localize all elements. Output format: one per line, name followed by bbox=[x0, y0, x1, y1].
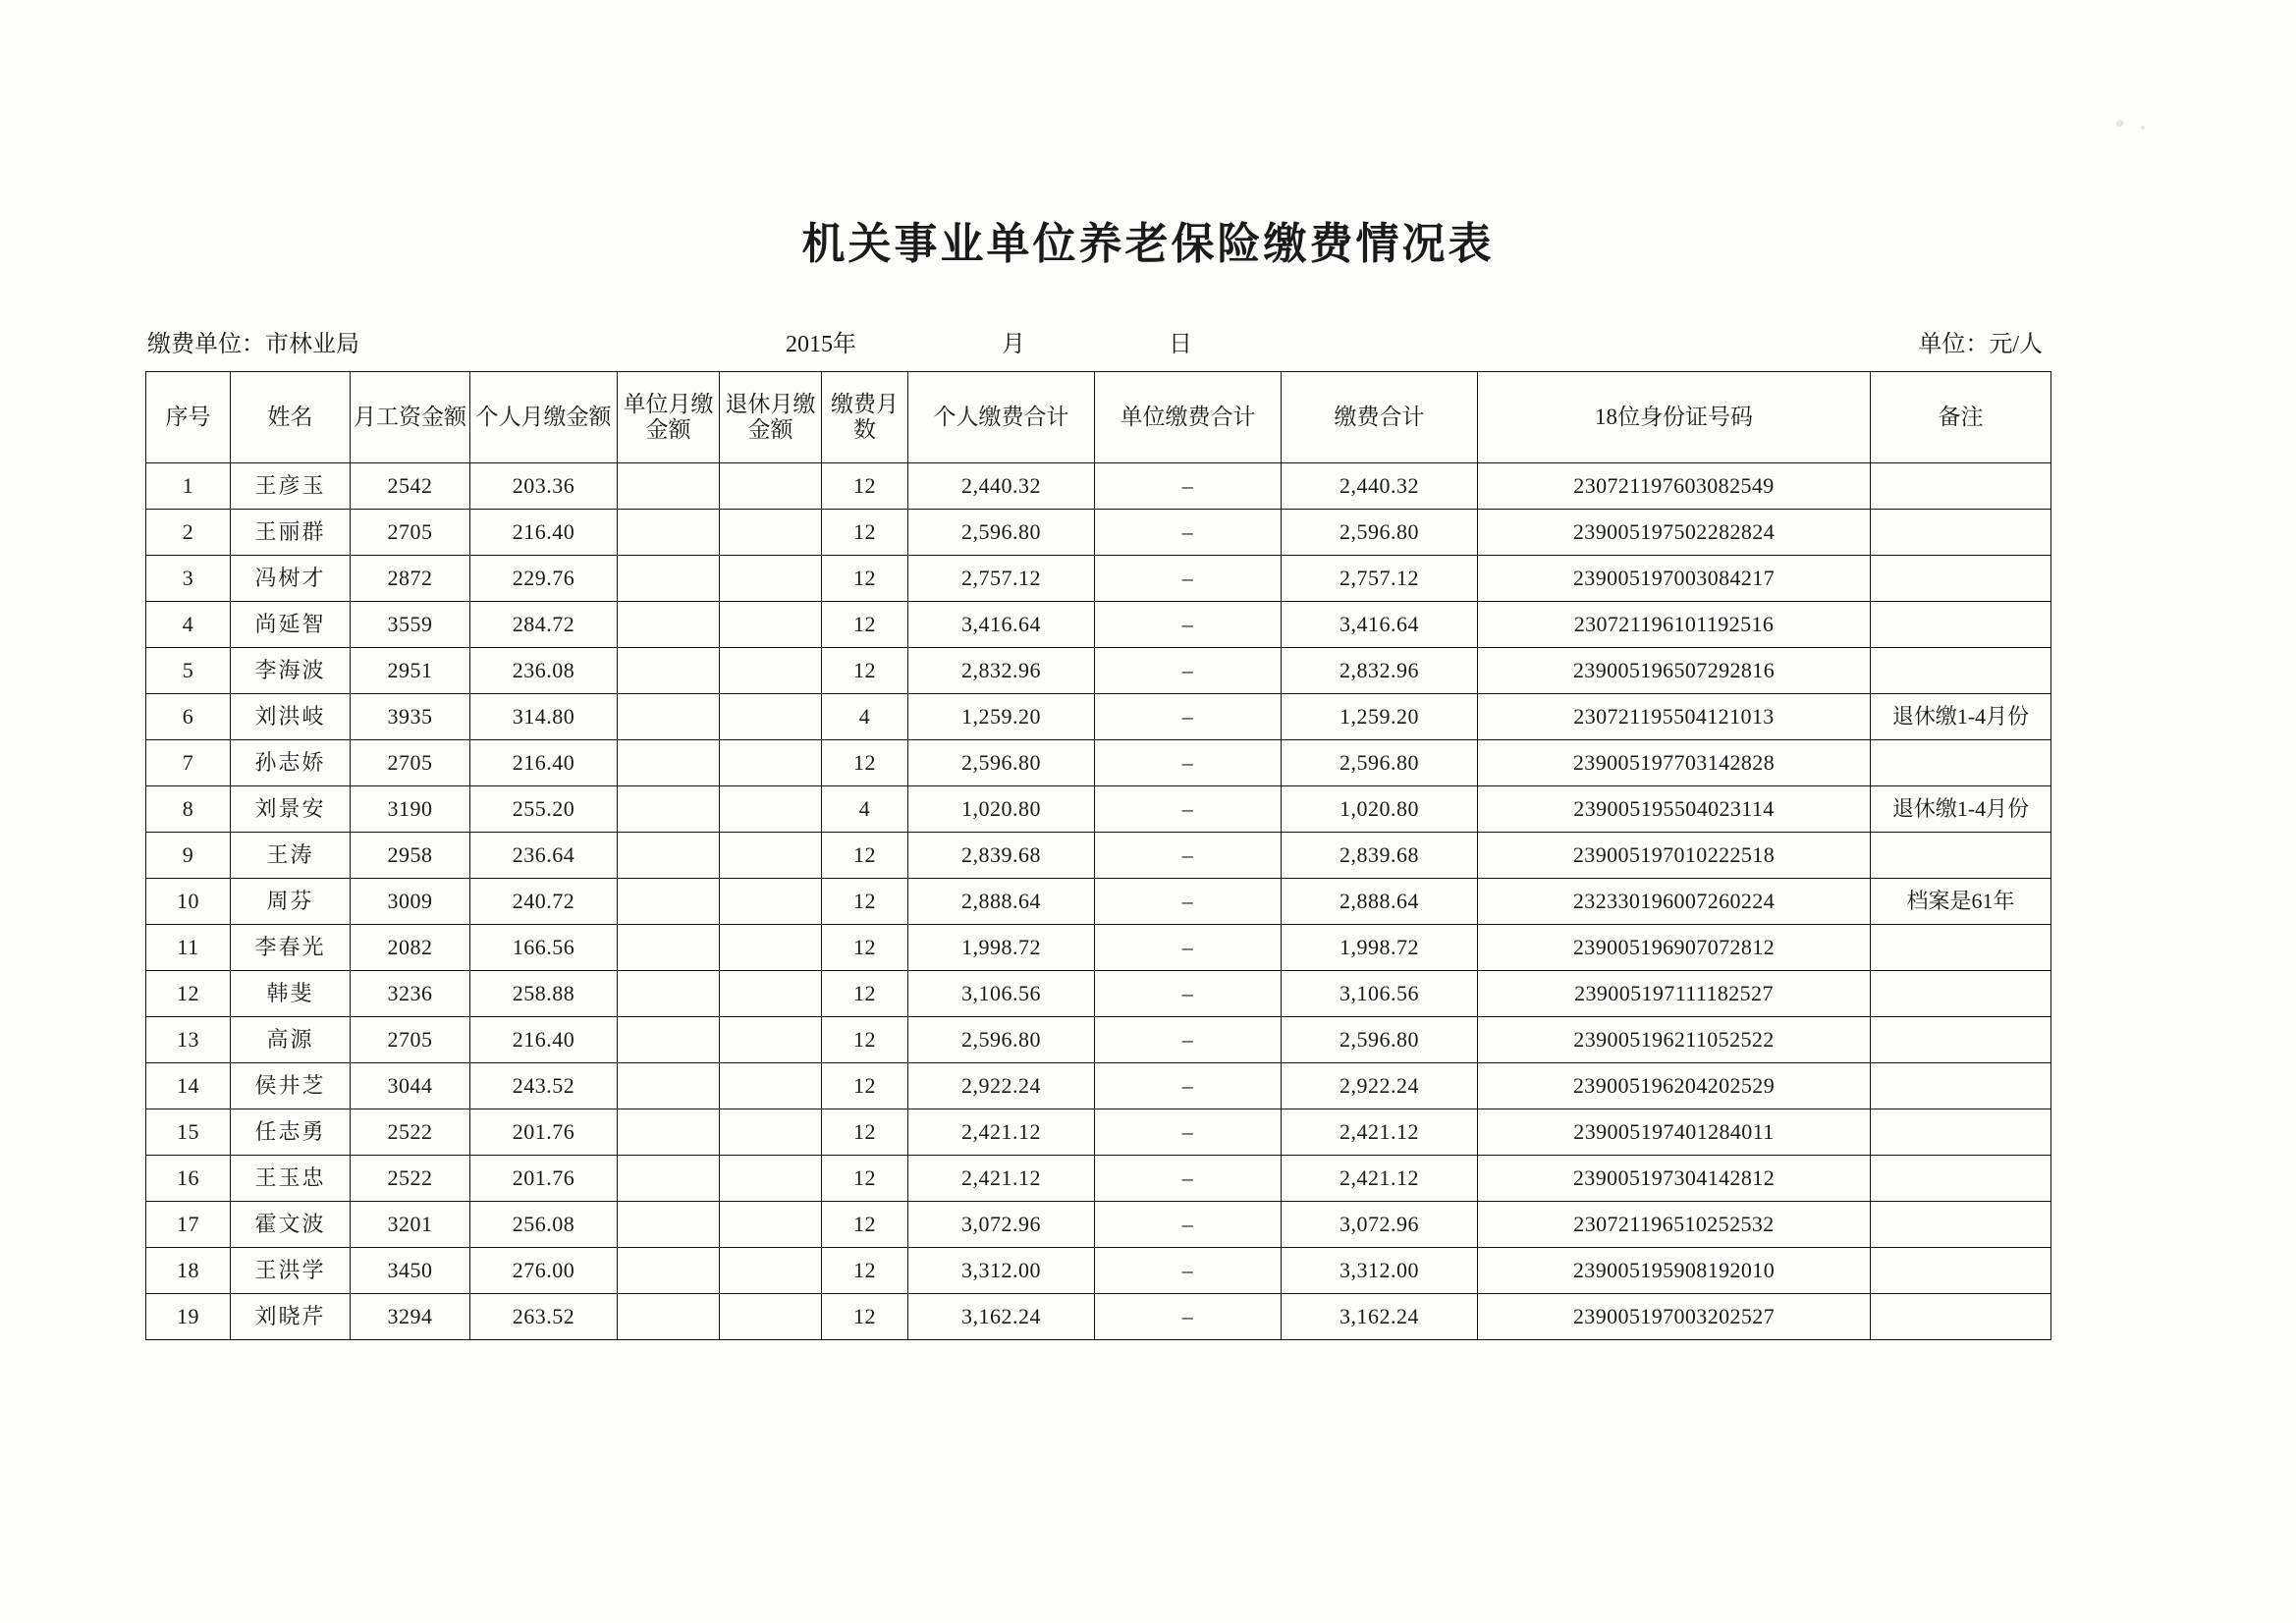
row-person-month-amount: 263.52 bbox=[470, 1294, 618, 1340]
row-unit-month-amount bbox=[618, 925, 720, 971]
row-seq: 15 bbox=[146, 1109, 231, 1156]
row-months: 12 bbox=[822, 1063, 908, 1109]
row-unit-month-amount bbox=[618, 971, 720, 1017]
row-person-month-amount: 243.52 bbox=[470, 1063, 618, 1109]
column-header-person-total: 个人缴费合计 bbox=[908, 372, 1095, 463]
row-total: 3,106.56 bbox=[1282, 971, 1478, 1017]
row-name: 王丽群 bbox=[231, 510, 351, 556]
row-name: 冯树才 bbox=[231, 556, 351, 602]
row-months: 12 bbox=[822, 510, 908, 556]
row-unit-month-amount bbox=[618, 740, 720, 786]
row-months: 12 bbox=[822, 1202, 908, 1248]
table-row bbox=[146, 602, 2051, 648]
table-row bbox=[146, 648, 2051, 694]
table-row bbox=[146, 463, 2051, 510]
scan-speck bbox=[2141, 126, 2145, 130]
row-person-total: 3,312.00 bbox=[908, 1248, 1095, 1294]
row-retire-month-amount bbox=[720, 648, 822, 694]
row-name: 王洪学 bbox=[231, 1248, 351, 1294]
row-total: 1,020.80 bbox=[1282, 786, 1478, 833]
row-retire-month-amount bbox=[720, 463, 822, 510]
row-person-month-amount: 201.76 bbox=[470, 1156, 618, 1202]
row-retire-month-amount bbox=[720, 786, 822, 833]
row-unit-month-amount bbox=[618, 786, 720, 833]
row-id-number: 239005196211052522 bbox=[1478, 1017, 1871, 1063]
row-seq: 12 bbox=[146, 971, 231, 1017]
row-retire-month-amount bbox=[720, 510, 822, 556]
row-retire-month-amount bbox=[720, 1294, 822, 1340]
row-salary: 2951 bbox=[351, 648, 470, 694]
row-salary: 2522 bbox=[351, 1109, 470, 1156]
row-salary: 2958 bbox=[351, 833, 470, 879]
table-row bbox=[146, 556, 2051, 602]
row-unit-total: – bbox=[1095, 1202, 1282, 1248]
row-id-number: 239005197502282824 bbox=[1478, 510, 1871, 556]
row-person-month-amount: 284.72 bbox=[470, 602, 618, 648]
row-months: 12 bbox=[822, 556, 908, 602]
row-seq: 4 bbox=[146, 602, 231, 648]
row-person-total: 2,421.12 bbox=[908, 1109, 1095, 1156]
row-months: 4 bbox=[822, 694, 908, 740]
row-person-total: 2,440.32 bbox=[908, 463, 1095, 510]
row-person-total: 2,596.80 bbox=[908, 1017, 1095, 1063]
row-total: 1,259.20 bbox=[1282, 694, 1478, 740]
row-unit-total: – bbox=[1095, 510, 1282, 556]
table-row bbox=[146, 925, 2051, 971]
row-remark bbox=[1871, 648, 2051, 694]
row-remark bbox=[1871, 1109, 2051, 1156]
table-row bbox=[146, 1202, 2051, 1248]
row-person-month-amount: 276.00 bbox=[470, 1248, 618, 1294]
row-unit-total: – bbox=[1095, 1109, 1282, 1156]
row-remark bbox=[1871, 1294, 2051, 1340]
row-name: 周芬 bbox=[231, 879, 351, 925]
row-salary: 3559 bbox=[351, 602, 470, 648]
row-unit-total: – bbox=[1095, 786, 1282, 833]
row-remark: 退休缴1-4月份 bbox=[1871, 694, 2051, 740]
row-person-total: 3,416.64 bbox=[908, 602, 1095, 648]
row-unit-total: – bbox=[1095, 1294, 1282, 1340]
row-months: 12 bbox=[822, 1109, 908, 1156]
row-retire-month-amount bbox=[720, 694, 822, 740]
row-id-number: 230721196510252532 bbox=[1478, 1202, 1871, 1248]
row-unit-total: – bbox=[1095, 740, 1282, 786]
row-unit-month-amount bbox=[618, 602, 720, 648]
row-unit-total: – bbox=[1095, 1017, 1282, 1063]
row-name: 王彦玉 bbox=[231, 463, 351, 510]
row-name: 韩斐 bbox=[231, 971, 351, 1017]
row-months: 12 bbox=[822, 925, 908, 971]
table-row bbox=[146, 1017, 2051, 1063]
row-unit-month-amount bbox=[618, 1248, 720, 1294]
row-seq: 5 bbox=[146, 648, 231, 694]
row-total: 2,421.12 bbox=[1282, 1109, 1478, 1156]
table-row bbox=[146, 879, 2051, 925]
row-total: 2,421.12 bbox=[1282, 1156, 1478, 1202]
row-person-total: 2,421.12 bbox=[908, 1156, 1095, 1202]
row-unit-total: – bbox=[1095, 694, 1282, 740]
column-header-name: 姓名 bbox=[231, 372, 351, 463]
row-unit-month-amount bbox=[618, 879, 720, 925]
contribution-table bbox=[145, 371, 2051, 1340]
row-person-month-amount: 216.40 bbox=[470, 510, 618, 556]
row-seq: 1 bbox=[146, 463, 231, 510]
row-months: 12 bbox=[822, 648, 908, 694]
row-unit-total: – bbox=[1095, 1156, 1282, 1202]
row-months: 12 bbox=[822, 463, 908, 510]
row-name: 侯井芝 bbox=[231, 1063, 351, 1109]
row-remark bbox=[1871, 833, 2051, 879]
row-unit-month-amount bbox=[618, 556, 720, 602]
row-name: 李海波 bbox=[231, 648, 351, 694]
row-months: 12 bbox=[822, 879, 908, 925]
row-person-month-amount: 216.40 bbox=[470, 740, 618, 786]
row-total: 2,832.96 bbox=[1282, 648, 1478, 694]
scan-speck bbox=[2116, 120, 2123, 127]
row-unit-total: – bbox=[1095, 556, 1282, 602]
row-person-total: 2,839.68 bbox=[908, 833, 1095, 879]
meta-month: 月 bbox=[1002, 332, 1025, 357]
row-remark bbox=[1871, 1017, 2051, 1063]
row-retire-month-amount bbox=[720, 925, 822, 971]
row-id-number: 239005196204202529 bbox=[1478, 1063, 1871, 1109]
row-remark bbox=[1871, 1248, 2051, 1294]
row-seq: 9 bbox=[146, 833, 231, 879]
row-seq: 8 bbox=[146, 786, 231, 833]
row-retire-month-amount bbox=[720, 602, 822, 648]
column-header-salary: 月工资金额 bbox=[351, 372, 470, 463]
row-retire-month-amount bbox=[720, 879, 822, 925]
table-row bbox=[146, 833, 2051, 879]
row-unit-total: – bbox=[1095, 648, 1282, 694]
row-retire-month-amount bbox=[720, 740, 822, 786]
row-person-total: 3,162.24 bbox=[908, 1294, 1095, 1340]
row-salary: 2705 bbox=[351, 740, 470, 786]
row-months: 12 bbox=[822, 602, 908, 648]
row-total: 2,922.24 bbox=[1282, 1063, 1478, 1109]
column-header-person-month: 个人月缴金额 bbox=[470, 372, 618, 463]
row-id-number: 239005197010222518 bbox=[1478, 833, 1871, 879]
row-person-total: 2,922.24 bbox=[908, 1063, 1095, 1109]
row-seq: 10 bbox=[146, 879, 231, 925]
row-retire-month-amount bbox=[720, 1063, 822, 1109]
row-total: 2,596.80 bbox=[1282, 740, 1478, 786]
row-name: 尚延智 bbox=[231, 602, 351, 648]
table-row bbox=[146, 510, 2051, 556]
row-unit-total: – bbox=[1095, 879, 1282, 925]
row-total: 2,596.80 bbox=[1282, 1017, 1478, 1063]
row-total: 3,162.24 bbox=[1282, 1294, 1478, 1340]
row-salary: 2082 bbox=[351, 925, 470, 971]
row-seq: 18 bbox=[146, 1248, 231, 1294]
row-person-month-amount: 203.36 bbox=[470, 463, 618, 510]
row-retire-month-amount bbox=[720, 1156, 822, 1202]
row-person-total: 2,888.64 bbox=[908, 879, 1095, 925]
row-person-total: 1,259.20 bbox=[908, 694, 1095, 740]
row-remark bbox=[1871, 740, 2051, 786]
row-salary: 3294 bbox=[351, 1294, 470, 1340]
row-id-number: 239005197003084217 bbox=[1478, 556, 1871, 602]
column-header-retire-month: 退休月缴金额 bbox=[720, 372, 822, 463]
row-person-month-amount: 166.56 bbox=[470, 925, 618, 971]
row-unit-total: – bbox=[1095, 602, 1282, 648]
row-total: 2,596.80 bbox=[1282, 510, 1478, 556]
row-total: 3,312.00 bbox=[1282, 1248, 1478, 1294]
row-seq: 13 bbox=[146, 1017, 231, 1063]
row-person-total: 1,020.80 bbox=[908, 786, 1095, 833]
row-total: 1,998.72 bbox=[1282, 925, 1478, 971]
row-retire-month-amount bbox=[720, 556, 822, 602]
row-person-month-amount: 229.76 bbox=[470, 556, 618, 602]
meta-year: 2015年 bbox=[786, 332, 856, 357]
row-total: 2,440.32 bbox=[1282, 463, 1478, 510]
row-retire-month-amount bbox=[720, 1017, 822, 1063]
page-title: 机关事业单位养老保险缴费情况表 bbox=[801, 220, 1495, 268]
row-seq: 2 bbox=[146, 510, 231, 556]
row-seq: 7 bbox=[146, 740, 231, 786]
row-person-month-amount: 258.88 bbox=[470, 971, 618, 1017]
row-months: 12 bbox=[822, 1248, 908, 1294]
row-remark bbox=[1871, 556, 2051, 602]
row-id-number: 239005196907072812 bbox=[1478, 925, 1871, 971]
row-id-number: 230721197603082549 bbox=[1478, 463, 1871, 510]
row-name: 孙志娇 bbox=[231, 740, 351, 786]
currency-note: 单位：元/人 bbox=[1918, 332, 2043, 357]
column-header-remark: 备注 bbox=[1871, 372, 2051, 463]
row-salary: 3236 bbox=[351, 971, 470, 1017]
row-person-total: 3,106.56 bbox=[908, 971, 1095, 1017]
column-header-seq: 序号 bbox=[146, 372, 231, 463]
row-unit-month-amount bbox=[618, 833, 720, 879]
table-header-row bbox=[146, 372, 2051, 463]
row-unit-month-amount bbox=[618, 694, 720, 740]
row-salary: 3190 bbox=[351, 786, 470, 833]
meta-day: 日 bbox=[1169, 332, 1192, 357]
row-salary: 3044 bbox=[351, 1063, 470, 1109]
row-unit-month-amount bbox=[618, 1202, 720, 1248]
column-header-id: 18位身份证号码 bbox=[1478, 372, 1871, 463]
row-remark bbox=[1871, 925, 2051, 971]
row-person-month-amount: 236.64 bbox=[470, 833, 618, 879]
row-unit-month-amount bbox=[618, 1017, 720, 1063]
row-person-total: 3,072.96 bbox=[908, 1202, 1095, 1248]
table-row bbox=[146, 1294, 2051, 1340]
row-total: 2,757.12 bbox=[1282, 556, 1478, 602]
row-salary: 2542 bbox=[351, 463, 470, 510]
document-meta bbox=[147, 324, 2043, 359]
column-header-unit-month: 单位月缴金额 bbox=[618, 372, 720, 463]
row-seq: 11 bbox=[146, 925, 231, 971]
row-months: 4 bbox=[822, 786, 908, 833]
row-id-number: 239005197111182527 bbox=[1478, 971, 1871, 1017]
row-months: 12 bbox=[822, 833, 908, 879]
row-seq: 14 bbox=[146, 1063, 231, 1109]
row-unit-month-amount bbox=[618, 510, 720, 556]
paying-unit bbox=[147, 324, 359, 358]
row-name: 霍文波 bbox=[231, 1202, 351, 1248]
table-row bbox=[146, 1109, 2051, 1156]
row-id-number: 232330196007260224 bbox=[1478, 879, 1871, 925]
row-seq: 16 bbox=[146, 1156, 231, 1202]
row-name: 刘景安 bbox=[231, 786, 351, 833]
table-row bbox=[146, 1248, 2051, 1294]
row-person-month-amount: 240.72 bbox=[470, 879, 618, 925]
row-salary: 2705 bbox=[351, 510, 470, 556]
row-total: 3,072.96 bbox=[1282, 1202, 1478, 1248]
row-retire-month-amount bbox=[720, 971, 822, 1017]
row-person-month-amount: 236.08 bbox=[470, 648, 618, 694]
row-person-month-amount: 216.40 bbox=[470, 1017, 618, 1063]
row-retire-month-amount bbox=[720, 1109, 822, 1156]
row-unit-month-amount bbox=[618, 1063, 720, 1109]
row-months: 12 bbox=[822, 1156, 908, 1202]
row-remark: 档案是61年 bbox=[1871, 879, 2051, 925]
table-row bbox=[146, 786, 2051, 833]
row-id-number: 239005197703142828 bbox=[1478, 740, 1871, 786]
row-seq: 6 bbox=[146, 694, 231, 740]
row-unit-month-amount bbox=[618, 648, 720, 694]
row-unit-month-amount bbox=[618, 463, 720, 510]
row-id-number: 239005197401284011 bbox=[1478, 1109, 1871, 1156]
row-retire-month-amount bbox=[720, 1248, 822, 1294]
row-id-number: 239005195908192010 bbox=[1478, 1248, 1871, 1294]
row-total: 2,839.68 bbox=[1282, 833, 1478, 879]
row-salary: 2705 bbox=[351, 1017, 470, 1063]
row-remark bbox=[1871, 463, 2051, 510]
row-id-number: 239005197003202527 bbox=[1478, 1294, 1871, 1340]
row-seq: 3 bbox=[146, 556, 231, 602]
row-remark: 退休缴1-4月份 bbox=[1871, 786, 2051, 833]
row-person-month-amount: 256.08 bbox=[470, 1202, 618, 1248]
row-person-month-amount: 314.80 bbox=[470, 694, 618, 740]
row-months: 12 bbox=[822, 740, 908, 786]
row-name: 王涛 bbox=[231, 833, 351, 879]
table-row bbox=[146, 1063, 2051, 1109]
row-name: 李春光 bbox=[231, 925, 351, 971]
row-months: 12 bbox=[822, 971, 908, 1017]
row-person-month-amount: 201.76 bbox=[470, 1109, 618, 1156]
row-unit-total: – bbox=[1095, 833, 1282, 879]
row-seq: 17 bbox=[146, 1202, 231, 1248]
row-months: 12 bbox=[822, 1017, 908, 1063]
row-total: 3,416.64 bbox=[1282, 602, 1478, 648]
row-remark bbox=[1871, 1063, 2051, 1109]
row-person-total: 2,832.96 bbox=[908, 648, 1095, 694]
row-salary: 3009 bbox=[351, 879, 470, 925]
row-id-number: 230721196101192516 bbox=[1478, 602, 1871, 648]
row-person-month-amount: 255.20 bbox=[470, 786, 618, 833]
row-months: 12 bbox=[822, 1294, 908, 1340]
row-name: 刘洪岐 bbox=[231, 694, 351, 740]
table-row bbox=[146, 694, 2051, 740]
row-unit-month-amount bbox=[618, 1109, 720, 1156]
row-id-number: 239005195504023114 bbox=[1478, 786, 1871, 833]
row-person-total: 1,998.72 bbox=[908, 925, 1095, 971]
column-header-unit-total: 单位缴费合计 bbox=[1095, 372, 1282, 463]
row-unit-total: – bbox=[1095, 463, 1282, 510]
row-id-number: 239005197304142812 bbox=[1478, 1156, 1871, 1202]
row-remark bbox=[1871, 1202, 2051, 1248]
row-remark bbox=[1871, 1156, 2051, 1202]
row-unit-total: – bbox=[1095, 1248, 1282, 1294]
row-unit-month-amount bbox=[618, 1294, 720, 1340]
row-remark bbox=[1871, 602, 2051, 648]
row-seq: 19 bbox=[146, 1294, 231, 1340]
row-remark bbox=[1871, 510, 2051, 556]
row-salary: 2872 bbox=[351, 556, 470, 602]
table-row bbox=[146, 740, 2051, 786]
paying-unit-label: 缴费单位： bbox=[147, 332, 265, 357]
row-name: 高源 bbox=[231, 1017, 351, 1063]
row-unit-total: – bbox=[1095, 1063, 1282, 1109]
row-salary: 3450 bbox=[351, 1248, 470, 1294]
row-unit-total: – bbox=[1095, 971, 1282, 1017]
row-id-number: 230721195504121013 bbox=[1478, 694, 1871, 740]
row-retire-month-amount bbox=[720, 833, 822, 879]
row-total: 2,888.64 bbox=[1282, 879, 1478, 925]
row-name: 王玉忠 bbox=[231, 1156, 351, 1202]
row-name: 任志勇 bbox=[231, 1109, 351, 1156]
row-salary: 3935 bbox=[351, 694, 470, 740]
row-name: 刘晓芹 bbox=[231, 1294, 351, 1340]
row-remark bbox=[1871, 971, 2051, 1017]
row-id-number: 239005196507292816 bbox=[1478, 648, 1871, 694]
row-retire-month-amount bbox=[720, 1202, 822, 1248]
row-unit-total: – bbox=[1095, 925, 1282, 971]
table-row bbox=[146, 1156, 2051, 1202]
table-row bbox=[146, 971, 2051, 1017]
row-unit-month-amount bbox=[618, 1156, 720, 1202]
row-person-total: 2,757.12 bbox=[908, 556, 1095, 602]
row-salary: 2522 bbox=[351, 1156, 470, 1202]
column-header-months: 缴费月数 bbox=[822, 372, 908, 463]
row-person-total: 2,596.80 bbox=[908, 510, 1095, 556]
row-person-total: 2,596.80 bbox=[908, 740, 1095, 786]
row-salary: 3201 bbox=[351, 1202, 470, 1248]
column-header-total: 缴费合计 bbox=[1282, 372, 1478, 463]
paying-unit-value: 市林业局 bbox=[265, 331, 359, 357]
